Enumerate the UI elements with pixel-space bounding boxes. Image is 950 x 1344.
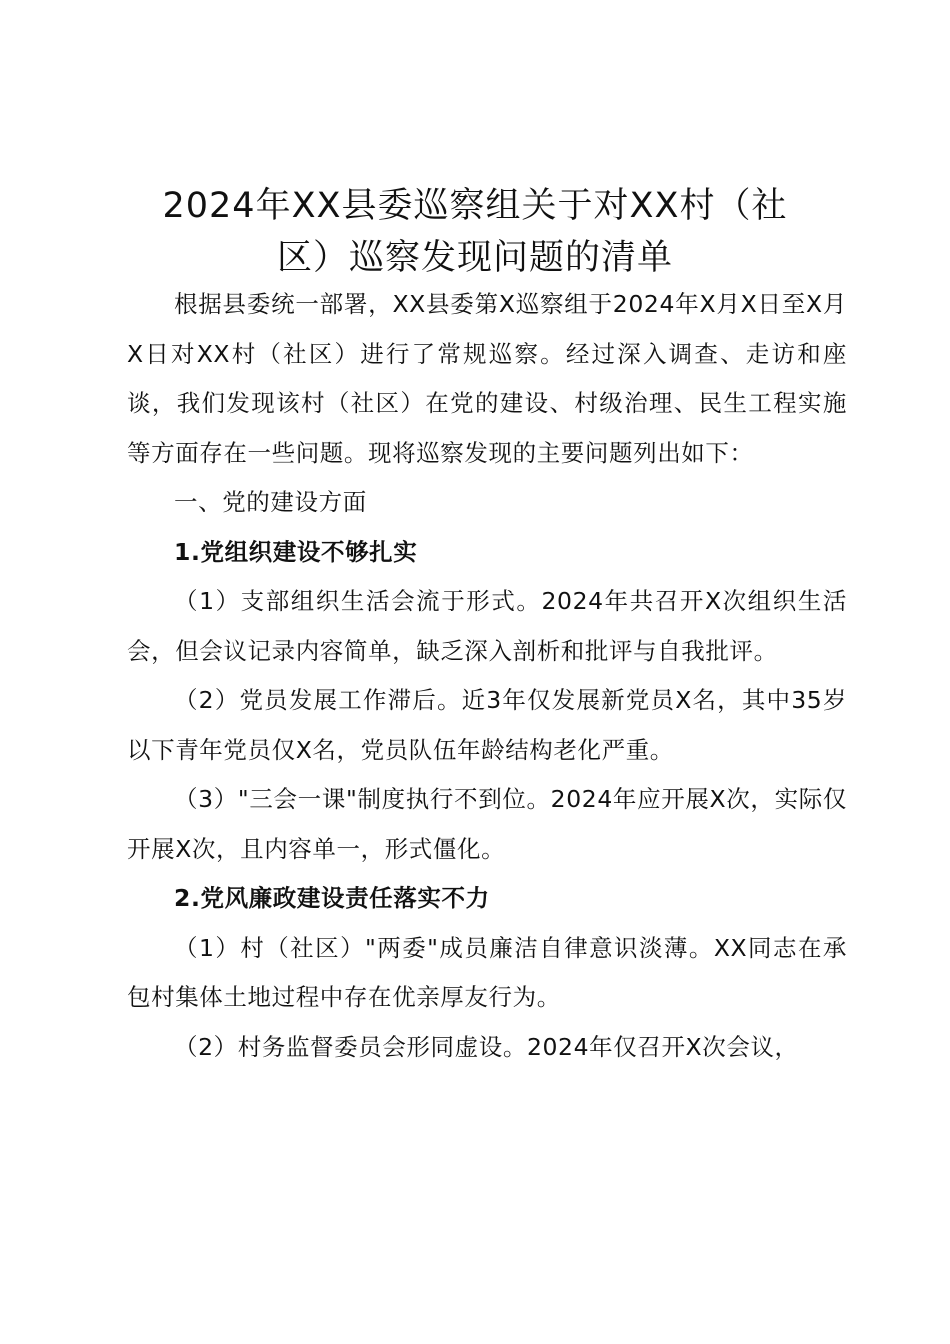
section-heading-party-building: 一、党的建设方面: [174, 488, 367, 516]
list-item: （2）村务监督委员会形同虚设。2024年仅召开X次会议，: [174, 1032, 799, 1061]
title-line-1: 2024年XX县委巡察组关于对XX村（社: [162, 186, 788, 226]
subsection-heading-organization: 1.党组织建设不够扎实: [174, 537, 418, 566]
title-line-2: 区）巡察发现问题的清单: [276, 238, 673, 278]
intro-paragraph: 根据县委统一部署，XX县委第X巡察组于2024年X月X日至X月X日对XX村（社区）进行了常规巡察。经过深入调查、走访和座谈，我们发现该村（社区）在党的建设、村级治理、民生工程实施等方面存在一些问题。现将巡察发现的主要问题列出如下：: [127, 290, 847, 467]
list-item: （1）支部组织生活会流于形式。2024年共召开X次组织生活会，但会议记录内容简单，缺乏深入剖析和批评与自我批评。: [127, 587, 847, 665]
list-item: （3）"三会一课"制度执行不到位。2024年应开展X次，实际仅开展X次，且内容单一，形式僵化。: [127, 785, 847, 863]
list-item: （1）村（社区）"两委"成员廉洁自律意识淡薄。XX同志在承包村集体土地过程中存在优亲厚友行为。: [127, 933, 847, 1011]
subsection-heading-integrity: 2.党风廉政建设责任落实不力: [174, 884, 490, 912]
list-item: （2）党员发展工作滞后。近3年仅发展新党员X名，其中35岁以下青年党员仅X名，党员队伍年龄结构老化严重。: [127, 686, 847, 764]
document-title: [110, 180, 840, 284]
document-body: [127, 280, 847, 1072]
